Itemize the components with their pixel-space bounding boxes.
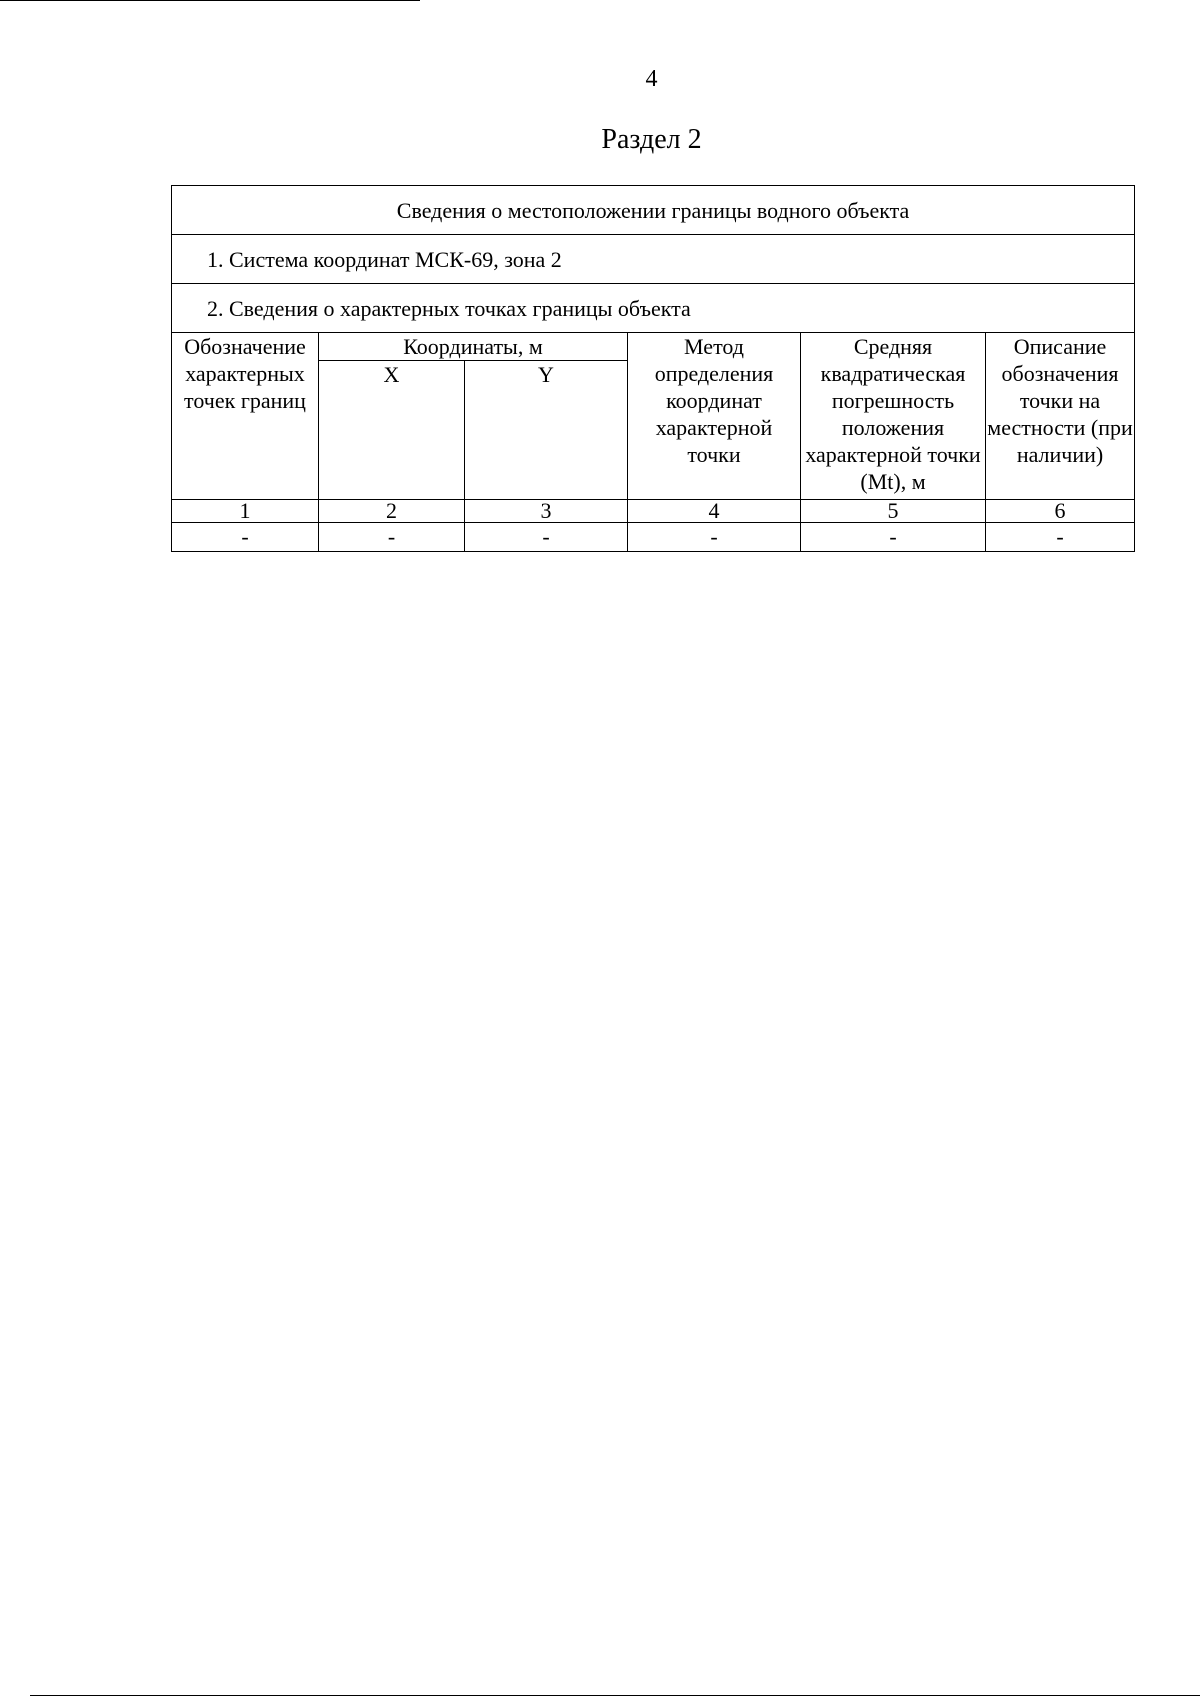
table-cell: -: [986, 523, 1135, 552]
column-number: 1: [172, 500, 319, 523]
table-row: [172, 523, 1135, 552]
boundary-table: [171, 185, 1135, 552]
page-number: 4: [645, 66, 658, 92]
section-title: Раздел 2: [601, 124, 702, 155]
table-title: Сведения о местоположении границы водного объекта: [172, 186, 1135, 235]
coord-system: 1. Система координат МСК-69, зона 2: [172, 235, 1135, 284]
column-number: 6: [986, 500, 1135, 523]
column-number: 5: [801, 500, 986, 523]
column-number-row: [172, 500, 1135, 523]
table-cell: -: [172, 523, 319, 552]
header-description: Описание обозначения точки на местности (при наличии): [986, 333, 1135, 500]
table-cell: -: [801, 523, 986, 552]
column-number: 4: [628, 500, 801, 523]
column-number: 2: [319, 500, 465, 523]
header-row-1: [172, 333, 1135, 361]
header-method: Метод определения координат характерной точки: [628, 333, 801, 500]
scan-top-edge: [0, 0, 420, 1]
table-cell: -: [319, 523, 465, 552]
scan-bottom-edge: [30, 1695, 1200, 1696]
table-title-row: [172, 186, 1135, 235]
header-designation: Обозначение характерных точек границ: [172, 333, 319, 500]
header-coordinates: Координаты, м: [319, 333, 628, 361]
points-title: 2. Сведения о характерных точках границы объекта: [172, 284, 1135, 333]
coord-system-row: [172, 235, 1135, 284]
table-cell: -: [628, 523, 801, 552]
table-cell: -: [465, 523, 628, 552]
header-x: X: [319, 361, 465, 500]
points-title-row: [172, 284, 1135, 333]
header-y: Y: [465, 361, 628, 500]
column-number: 3: [465, 500, 628, 523]
header-error: Средняя квадратическая погрешность положения характерной точки (Mt), м: [801, 333, 986, 500]
